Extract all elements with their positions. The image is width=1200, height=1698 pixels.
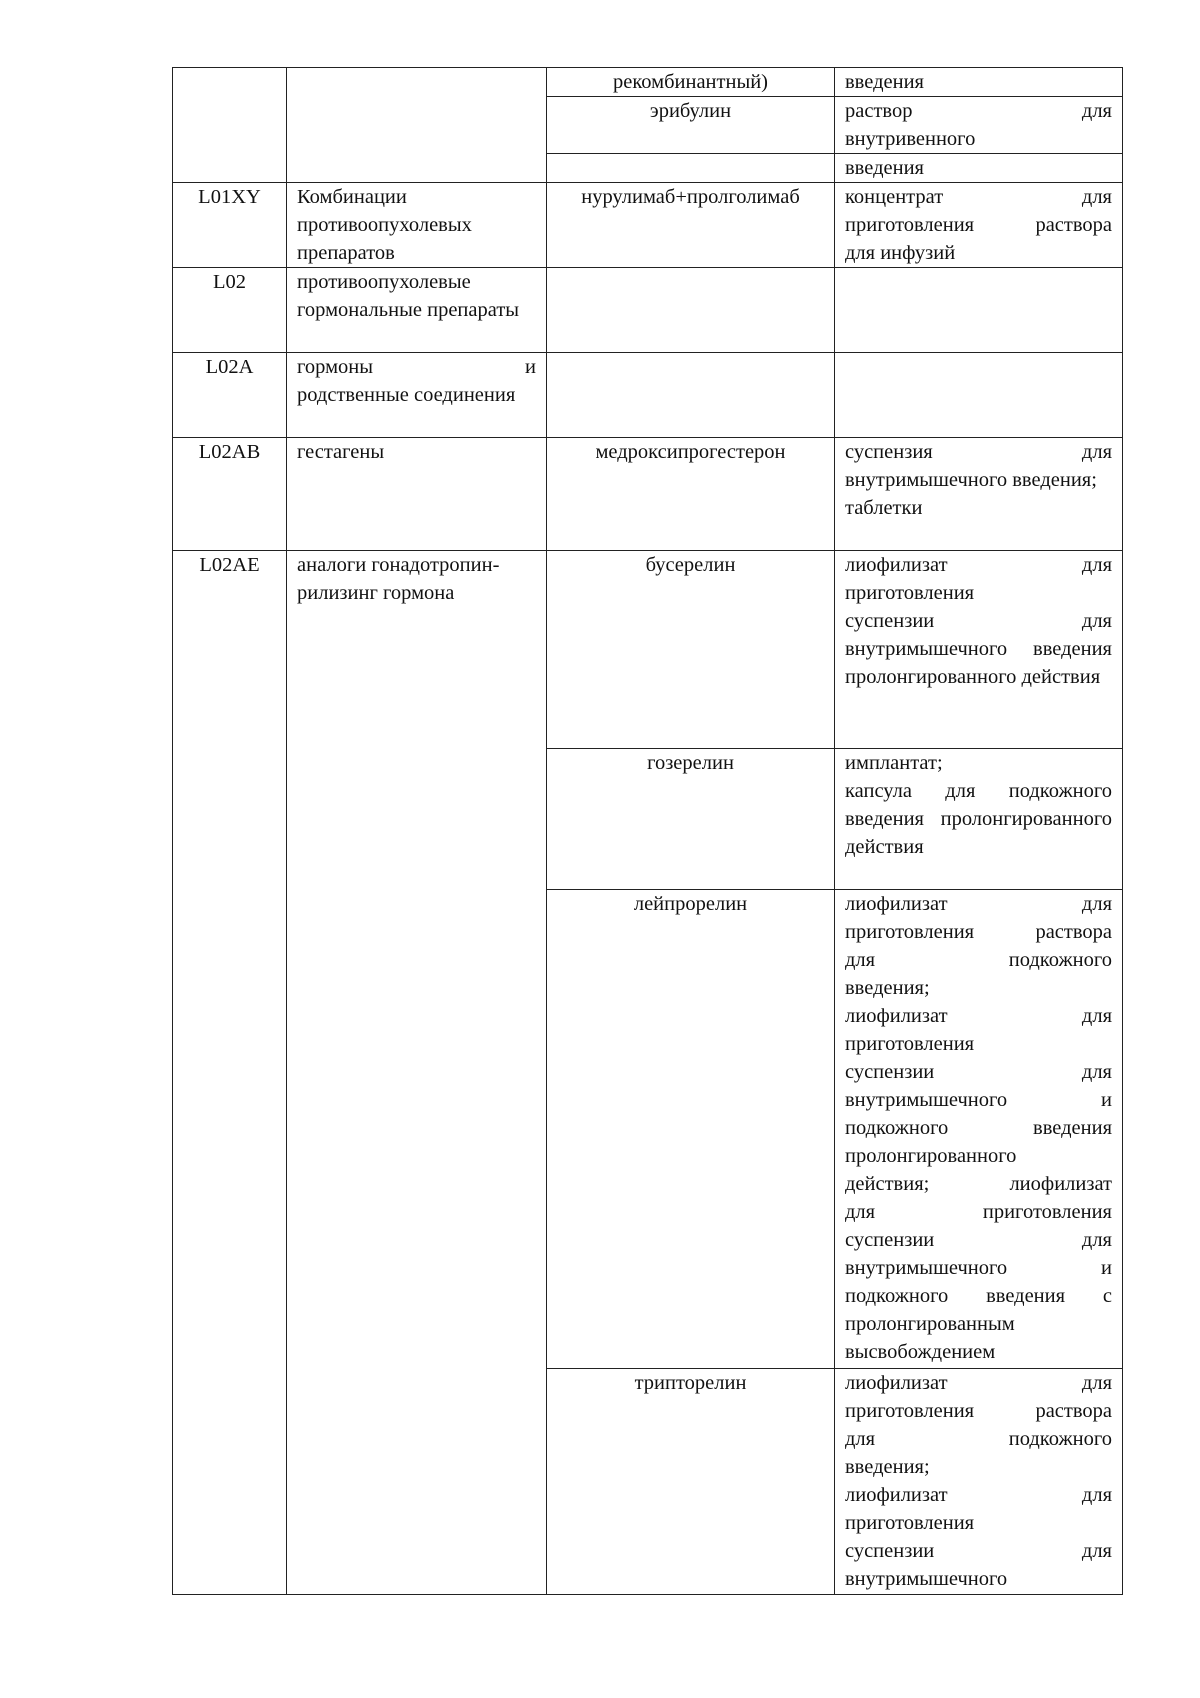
form-line: приготовления [845,582,975,604]
document-page [172,67,1123,1595]
inn-cell: бусерелин [547,551,835,749]
form-line: внутривенного [845,128,976,150]
atc-code-cell: L02 [173,268,287,353]
atc-code-cell: L02AE [173,551,287,1595]
form-line: приготовления [845,1512,975,1534]
inn-cell: рекомбинантный) [547,68,835,97]
inn-cell [547,154,835,183]
dosage-form-cell [835,97,1123,154]
form-line: для приготовления [845,1201,1112,1223]
table-row [173,68,1123,97]
form-line: суспензии для [845,1061,1112,1083]
inn-cell: эрибулин [547,97,835,154]
drug-classification-table [172,67,1123,1595]
dosage-form-cell [835,1369,1123,1595]
table-row [173,353,1123,438]
dosage-form-cell [835,353,1123,438]
form-line: суспензии для [845,610,1112,632]
form-line: пролонгированным высвобождением [845,1313,1015,1363]
dosage-form-cell: введения [835,68,1123,97]
inn-cell [547,268,835,353]
form-line: лиофилизат для [845,1372,1112,1394]
form-line: внутримышечного введения пролонгированного действия [845,638,1112,688]
dosage-form-cell [835,438,1123,551]
group-name-cell: аналоги гонадотропин-рилизинг гормона [287,551,547,1595]
form-line: суспензия для [845,441,1112,463]
form-line: концентрат для [845,186,1112,208]
form-line: введения; [845,977,930,999]
inn-cell: трипторелин [547,1369,835,1595]
group-name-cell [287,68,547,183]
group-name-cell: противоопухолевые гормональные препараты [287,268,547,353]
form-line: внутримышечного и [845,1089,1112,1111]
inn-cell [547,353,835,438]
form-line: внутримышечного [845,1568,1008,1590]
form-line: раствор для [845,100,1112,122]
form-line: для инфузий [845,242,956,264]
form-line: лиофилизат для [845,1005,1112,1027]
group-name-cell: гестагены [287,438,547,551]
inn-cell: нурулимаб+пролголимаб [547,183,835,268]
form-line: введения; [845,1456,930,1478]
inn-cell: медроксипрогестерон [547,438,835,551]
dosage-form-cell: введения [835,154,1123,183]
form-line: подкожного введения [845,1117,1112,1139]
form-line: введения пролонгированного действия [845,808,1112,858]
form-line: лиофилизат для [845,893,1112,915]
dosage-form-cell [835,890,1123,1369]
form-line: лиофилизат для [845,554,1112,576]
group-name-cell: Комбинации противоопухолевых препаратов [287,183,547,268]
form-line: действия; лиофилизат [845,1173,1112,1195]
dosage-form-cell [835,749,1123,890]
atc-code-cell: L02A [173,353,287,438]
table-row [173,438,1123,551]
table-row [173,551,1123,749]
table-row [173,268,1123,353]
name-line: родственные соединения [297,384,516,406]
form-line: приготовления раствора [845,921,1112,943]
form-line: суспензии для [845,1229,1112,1251]
atc-code-cell: L02AB [173,438,287,551]
form-line: для подкожного [845,949,1112,971]
name-line: гормоны и [297,356,536,378]
form-line: внутримышечного введения; [845,469,1097,491]
atc-code-cell [173,68,287,183]
atc-code-cell: L01XY [173,183,287,268]
dosage-form-cell [835,551,1123,749]
form-line: приготовления раствора [845,1400,1112,1422]
form-line: внутримышечного и [845,1257,1112,1279]
form-line: суспензии для [845,1540,1112,1562]
inn-cell: лейпрорелин [547,890,835,1369]
dosage-form-cell [835,268,1123,353]
form-line: для подкожного [845,1428,1112,1450]
form-line: приготовления раствора [845,214,1112,236]
form-line: подкожного введения с [845,1285,1112,1307]
table-row [173,183,1123,268]
form-line: таблетки [845,497,923,519]
form-line: пролонгированного [845,1145,1017,1167]
form-line: имплантат; [845,752,943,774]
inn-cell: гозерелин [547,749,835,890]
dosage-form-cell [835,183,1123,268]
form-line: приготовления [845,1033,975,1055]
form-line: лиофилизат для [845,1484,1112,1506]
form-line: капсула для подкожного [845,780,1112,802]
group-name-cell [287,353,547,438]
